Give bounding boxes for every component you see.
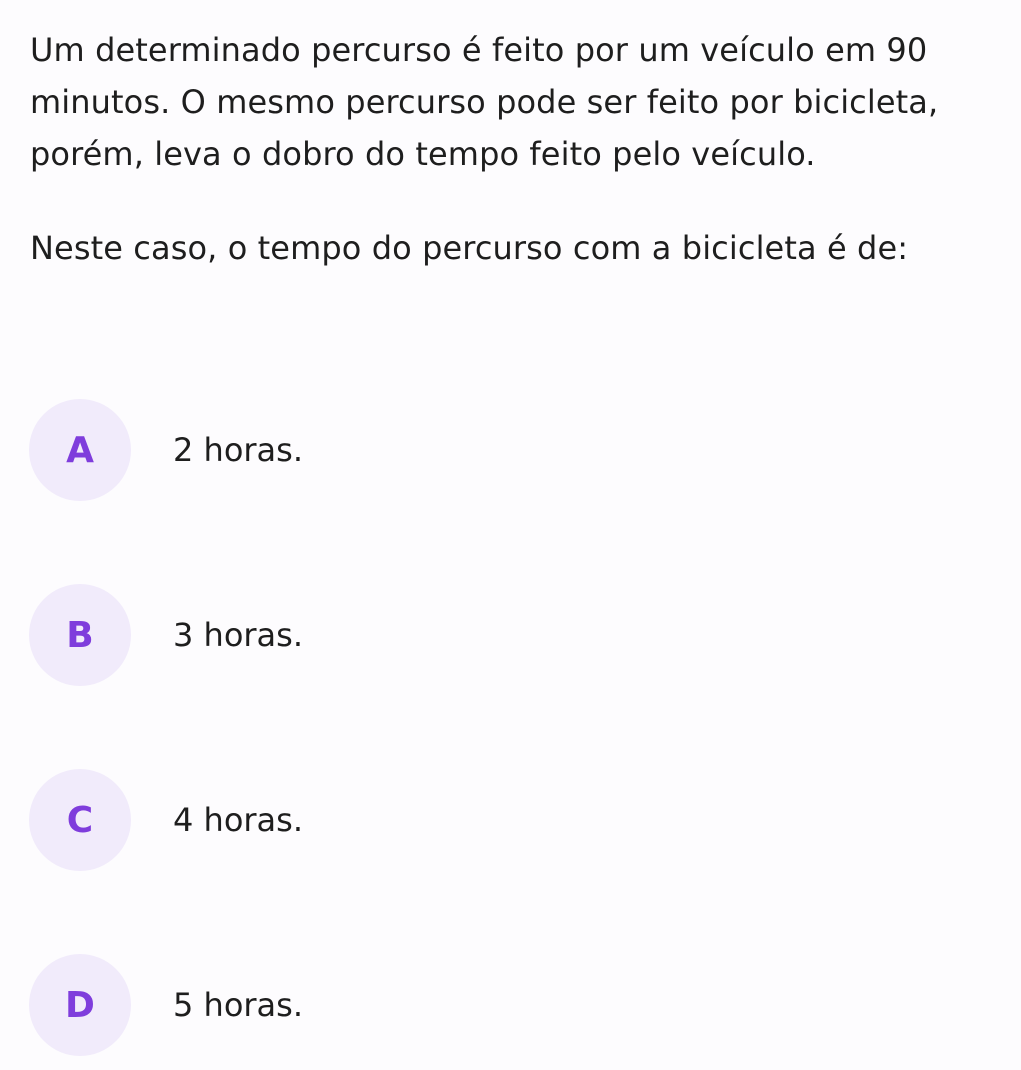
option-c-letter: C [66, 799, 94, 841]
option-a[interactable] [29, 398, 989, 502]
option-b[interactable] [29, 583, 989, 687]
option-c-badge[interactable] [29, 769, 131, 871]
option-a-letter: A [66, 429, 94, 471]
option-c-text: 4 horas. [173, 801, 303, 839]
option-a-badge[interactable] [29, 399, 131, 501]
question-prompt: Neste caso, o tempo do percurso com a bicicleta é de: [30, 229, 909, 267]
option-b-letter: B [66, 614, 94, 656]
option-a-text: 2 horas. [173, 431, 303, 469]
option-d-badge[interactable] [29, 954, 131, 1056]
option-b-badge[interactable] [29, 584, 131, 686]
question-block [30, 24, 1005, 274]
option-d-letter: D [65, 984, 95, 1026]
option-b-text: 3 horas. [173, 616, 303, 654]
question-text: Um determinado percurso é feito por um veículo em 90 minutos. O mesmo percurso pode ser feito por bicicleta, porém, leva o dobro do tempo feito pelo veículo. [30, 31, 939, 173]
option-c[interactable] [29, 768, 989, 872]
option-d[interactable] [29, 953, 989, 1057]
option-d-text: 5 horas. [173, 986, 303, 1024]
answer-options [29, 398, 989, 1057]
